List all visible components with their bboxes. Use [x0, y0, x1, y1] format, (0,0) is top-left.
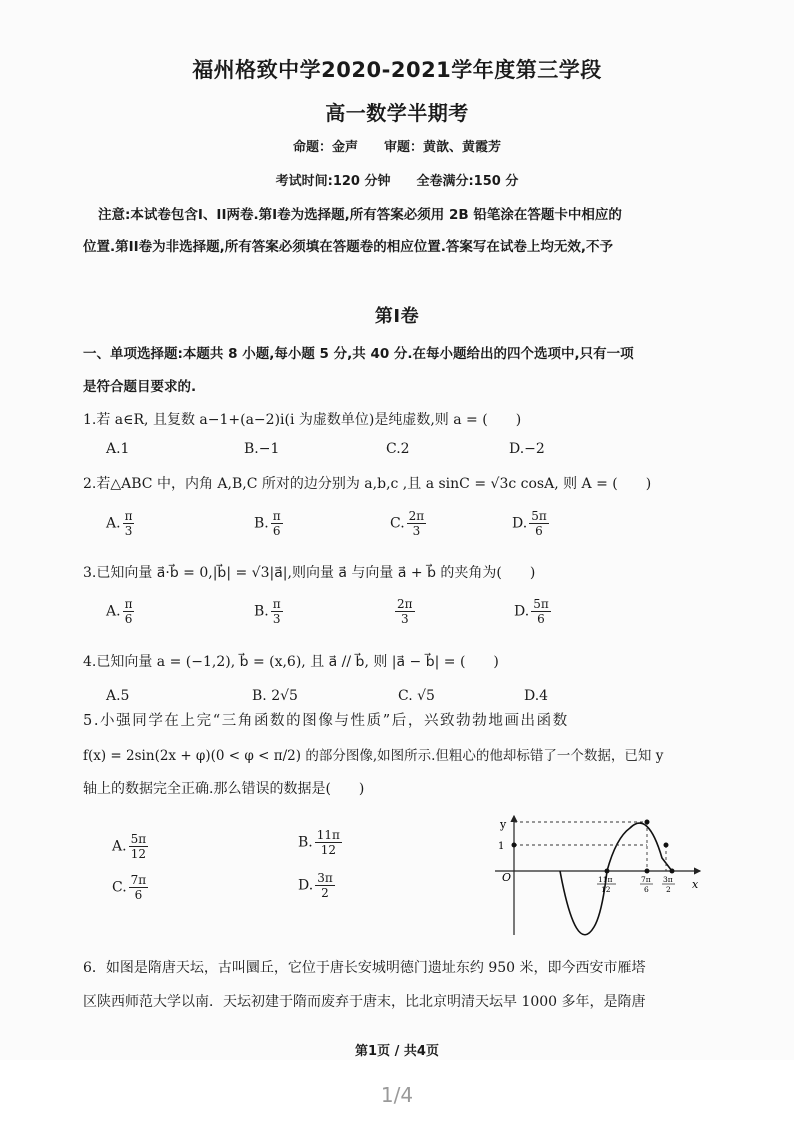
point-3pi2: [670, 869, 675, 874]
point-right: [664, 843, 669, 848]
q2-option-c-den: 3: [412, 524, 421, 538]
q3-option-d-label: D.: [514, 603, 530, 620]
q1-option-a: A.1: [106, 441, 130, 457]
q2-option-b-label: B.: [254, 515, 269, 532]
q2-option-d-label: D.: [512, 515, 528, 532]
q3-option-b: [254, 597, 283, 626]
question-5-line-1: 5.小强同学在上完“三角函数的图像与性质”后，兴致勃勃地画出函数: [83, 713, 569, 729]
q2-option-a-den: 3: [124, 524, 133, 538]
q4-option-a: A.5: [106, 688, 130, 704]
page-indicator: 1/4: [380, 1083, 414, 1107]
question-3-stem: 3.已知向量 a⃗·b⃗ = 0,|b⃗| = √3|a⃗|,则向量 a⃗ 与向量 a⃗ + b⃗ 的夹角为( ): [83, 565, 536, 581]
q2-option-b: [254, 509, 283, 538]
sine-curve: [560, 823, 672, 935]
q2-option-d: [512, 509, 549, 538]
y-tick-1: 1: [498, 841, 505, 852]
note-line-1: 注意:本试卷包含I、II两卷.第I卷为选择题,所有答案必须用 2B 铅笔涂在答题卡中相应的: [98, 207, 622, 223]
q5-option-a-den: 12: [130, 847, 146, 861]
sine-graph: [490, 810, 710, 940]
exam-title: 福州格致中学2020-2021学年度第三学段: [192, 58, 602, 82]
authors-line: 命题：金声 审题：黄歆、黄霞芳: [292, 140, 501, 155]
point-max: [645, 820, 650, 825]
q1-option-b: B.−1: [244, 441, 280, 457]
x-tick-3pi2-num: 3π: [663, 875, 673, 884]
q2-option-a-label: A.: [106, 515, 121, 532]
section-heading: 第I卷: [374, 306, 420, 327]
note-line-2: 位置.第II卷为非选择题,所有答案必须填在答题卷的相应位置.答案写在试卷上均无效,不予: [83, 239, 614, 255]
y-axis-label: y: [500, 818, 507, 831]
q5-option-c-den: 6: [134, 888, 143, 902]
q1-option-d: D.−2: [509, 441, 545, 457]
exam-subtitle: 高一数学半期考: [325, 101, 469, 125]
q5-option-b-num: 11π: [316, 828, 340, 842]
q2-option-a: [106, 509, 134, 538]
q3-option-a-den: 6: [124, 612, 133, 626]
question-2-stem: 2.若△ABC 中，内角 A,B,C 所对的边分别为 a,b,c ,且 a sinC = √3c cosA, 则 A = ( ): [83, 476, 652, 492]
question-6-line-1: 6．如图是隋唐天坛，古叫圜丘，它位于唐长安城明德门遗址东约 950 米，即今西安市雁塔: [83, 960, 646, 976]
question-5-line-3: 轴上的数据完全正确.那么错误的数据是( ): [83, 781, 365, 797]
q3-option-b-den: 3: [272, 612, 281, 626]
point-y1: [512, 843, 517, 848]
q3-option-c: [393, 597, 415, 626]
q2-option-c-num: 2π: [408, 509, 425, 523]
section-intro-line-2: 是符合题目要求的.: [83, 379, 197, 395]
x-tick-11pi12-den: 12: [601, 885, 611, 894]
q5-option-b: [298, 828, 342, 857]
q3-option-b-label: B.: [254, 603, 269, 620]
question-5-line-2: f(x) = 2sin(2x + φ)(0 < φ < π/2) 的部分图像,如图所示.但粗心的他却标错了一个数据，已知 y: [83, 748, 664, 764]
q2-option-d-den: 6: [535, 524, 543, 538]
q5-option-c: [112, 873, 148, 902]
q4-option-c: C. √5: [398, 688, 435, 704]
q3-option-a: [106, 597, 134, 626]
q3-option-d-den: 6: [537, 612, 545, 626]
q3-option-a-num: π: [124, 597, 133, 611]
q5-option-d-num: 3π: [317, 871, 333, 885]
q3-option-a-label: A.: [106, 603, 121, 620]
page-footer: 第1页 / 共4页: [355, 1044, 439, 1059]
question-4-stem: 4.已知向量 a = (−1,2), b⃗ = (x,6), 且 a⃗ // b⃗, 则 |a⃗ − b⃗| = ( ): [83, 654, 499, 670]
q5-option-c-label: C.: [112, 879, 127, 896]
q5-option-a: [112, 832, 148, 861]
point-11pi12: [605, 869, 610, 874]
q3-option-d: [514, 597, 551, 626]
section-intro-line-1: 一、单项选择题:本题共 8 小题,每小题 5 分,共 40 分.在每小题给出的四个选项中,只有一项: [83, 346, 634, 362]
q2-option-a-num: π: [124, 509, 133, 523]
q5-option-b-den: 12: [320, 843, 336, 857]
q3-option-b-num: π: [272, 597, 281, 611]
question-1-stem: 1.若 a∈R, 且复数 a−1+(a−2)i(i 为虚数单位)是纯虚数,则 a = ( ): [83, 412, 522, 428]
q3-option-c-den: 3: [400, 612, 409, 626]
q4-option-b: B. 2√5: [252, 688, 298, 704]
exam-info-line: 考试时间:120 分钟 全卷满分:150 分: [275, 174, 519, 189]
q5-option-a-label: A.: [112, 838, 127, 855]
x-tick-7pi6-num: 7π: [641, 875, 651, 884]
q2-option-b-num: π: [272, 509, 281, 523]
point-7pi6: [645, 869, 650, 874]
x-tick-7pi6-den: 6: [644, 885, 649, 894]
x-tick-11pi12-num: 11π: [598, 875, 613, 884]
origin-label: O: [502, 871, 512, 884]
x-tick-3pi2-den: 2: [666, 885, 671, 894]
q2-option-c-label: C.: [390, 515, 405, 532]
x-axis-label: x: [692, 878, 699, 891]
q5-option-d-den: 2: [321, 886, 329, 900]
q5-option-c-num: 7π: [130, 873, 147, 887]
q2-option-c: [390, 509, 426, 538]
q2-option-d-num: 5π: [531, 509, 547, 523]
q3-option-d-num: 5π: [533, 597, 549, 611]
q5-option-a-num: 5π: [130, 832, 147, 846]
q5-option-d-label: D.: [298, 877, 314, 894]
q2-option-b-den: 6: [272, 524, 281, 538]
q5-option-d: [298, 871, 335, 900]
q5-option-b-label: B.: [298, 834, 313, 851]
question-6-line-2: 区陕西师范大学以南．天坛初建于隋而废弃于唐末，比北京明清天坛早 1000 多年，是隋唐: [83, 994, 646, 1010]
q4-option-d: D.4: [524, 688, 549, 704]
q1-option-c: C.2: [386, 441, 410, 457]
q3-option-c-num: 2π: [397, 597, 413, 611]
